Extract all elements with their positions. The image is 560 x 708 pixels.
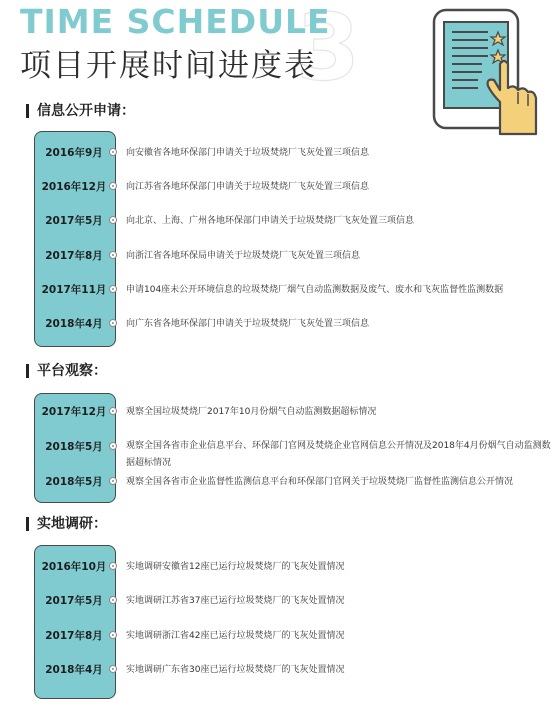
timeline-desc: 申请104座未公开环境信息的垃圾焚烧厂烟气自动监测数据及废气、废水和飞灰监督性监测数据 [126,285,504,295]
circle-dot-icon [109,477,117,485]
timeline-date: 2017年12月 [41,406,107,418]
circle-dot-icon [109,216,117,224]
timeline-row [34,592,554,610]
circle-dot-icon [109,285,117,293]
timeline-desc: 观察全国各省市企业监督性监测信息平台和环保部门官网关于垃圾焚烧厂监督性监测信息公开情况 [126,477,514,487]
decorative-number: 3 [296,0,361,101]
timeline-desc: 实地调研安徽省12座已运行垃圾焚烧厂的飞灰处置情况 [126,562,345,572]
timeline-desc: 实地调研江苏省37座已运行垃圾焚烧厂的飞灰处置情况 [126,596,345,606]
tablet-hand-icon [422,6,540,136]
section-title-platform-observation: 平台观察： [26,364,107,378]
timeline-desc: 向安徽省各地环保部门申请关于垃圾焚烧厂飞灰处置三项信息 [126,148,370,158]
circle-dot-icon [109,182,117,190]
circle-dot-icon [109,319,117,327]
timeline-row [34,661,554,679]
timeline-date: 2016年10月 [41,561,107,573]
timeline-row [34,281,554,299]
section-title-field-research: 实地调研： [26,517,107,531]
timeline-date: 2018年4月 [45,664,103,676]
timeline-desc: 观察全国各省市企业信息平台、环保部门官网及焚烧企业官网信息公开情况及2018年4月份烟气自动监测数据超标情况 [126,441,551,468]
timeline-date: 2018年5月 [45,441,103,453]
circle-dot-icon [109,631,117,639]
timeline-row [34,247,554,265]
timeline-row [34,315,554,333]
timeline-desc: 观察全国垃圾焚烧厂2017年10月份烟气自动监测数据超标情况 [126,407,377,417]
timeline-row [34,178,554,196]
timeline-date: 2017年11月 [41,284,107,296]
timeline-date: 2017年5月 [45,595,103,607]
page-title: 项目开展时间进度表 [20,48,317,84]
timeline-date: 2017年8月 [45,250,103,262]
timeline-date: 2017年5月 [45,215,103,227]
timeline-date: 2017年8月 [45,630,103,642]
timeline-row [34,438,554,472]
circle-dot-icon [109,407,117,415]
timeline-date: 2018年5月 [45,476,103,488]
timeline-desc: 向江苏省各地环保部门申请关于垃圾焚烧厂飞灰处置三项信息 [126,182,370,192]
circle-dot-icon [109,562,117,570]
timeline-row [34,212,554,230]
timeline-date: 2016年9月 [45,147,103,159]
timeline-desc: 向广东省各地环保部门申请关于垃圾焚烧厂飞灰处置三项信息 [126,319,370,329]
timeline-row [34,558,554,576]
circle-dot-icon [109,442,117,450]
timeline-row [34,144,554,162]
circle-dot-icon [109,251,117,259]
timeline-row [34,403,554,421]
circle-dot-icon [109,665,117,673]
circle-dot-icon [109,148,117,156]
timeline-desc: 向浙江省各地环保局申请关于垃圾焚烧厂飞灰处置三项信息 [126,251,361,261]
circle-dot-icon [109,596,117,604]
timeline-desc: 实地调研广东省30座已运行垃圾焚烧厂的飞灰处置情况 [126,665,345,675]
timeline-desc: 实地调研浙江省42座已运行垃圾焚烧厂的飞灰处置情况 [126,631,345,641]
section-title-info-request: 信息公开申请： [26,104,135,118]
timeline-date: 2018年4月 [45,318,103,330]
timeline-date: 2016年12月 [41,181,107,193]
title-english: TIME SCHEDULE [20,2,331,41]
timeline-row [34,473,554,491]
timeline-row [34,627,554,645]
timeline-desc: 向北京、上海、广州各地环保部门申请关于垃圾焚烧厂飞灰处置三项信息 [126,216,415,226]
